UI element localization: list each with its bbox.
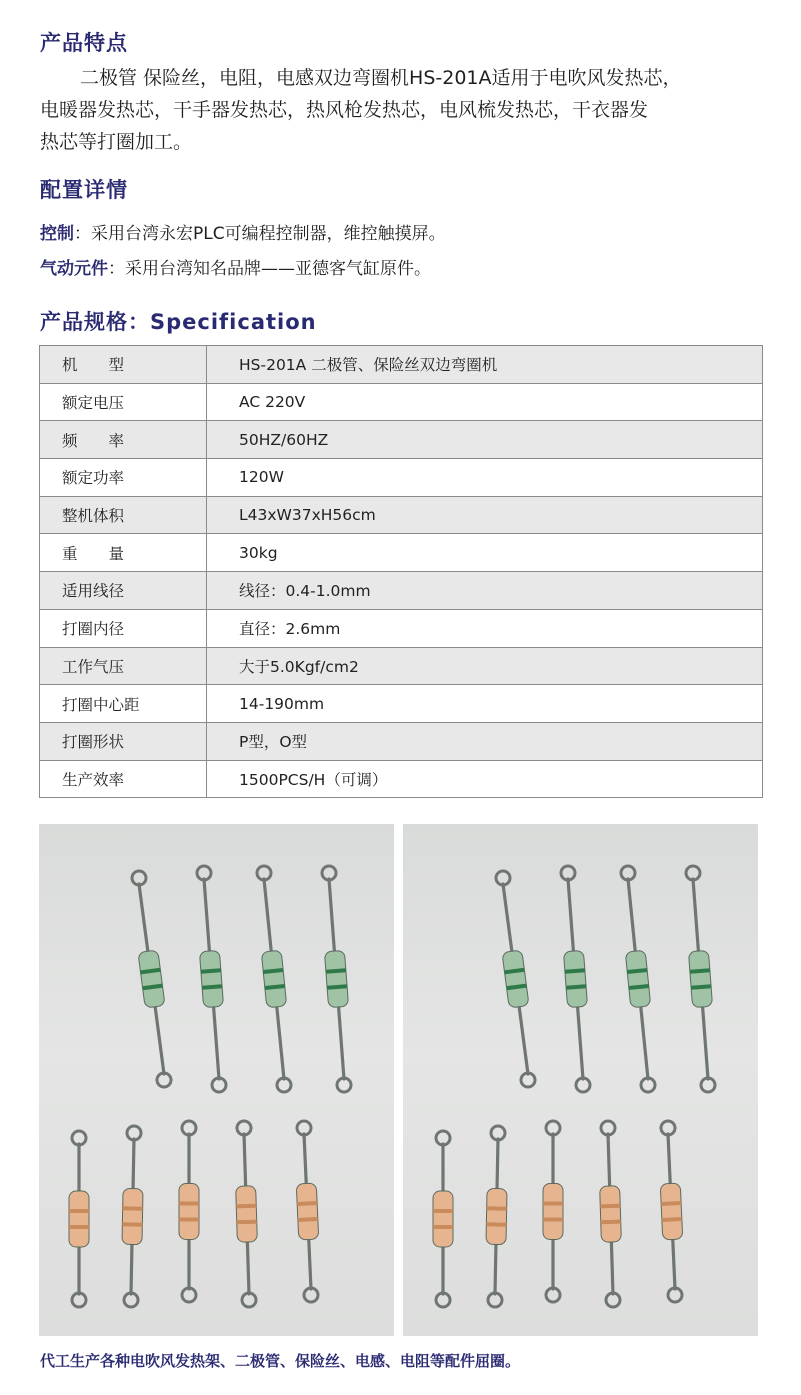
spec-value: 50HZ/60HZ (207, 421, 763, 459)
spec-value: 14-190mm (207, 685, 763, 723)
spec-row (40, 421, 763, 459)
spec-row (40, 722, 763, 760)
spec-value: P型，O型 (207, 722, 763, 760)
component (236, 1121, 258, 1307)
spec-row (40, 647, 763, 685)
spec-row (40, 346, 763, 384)
spec-key: 频 率 (40, 421, 207, 459)
component (322, 866, 351, 1092)
component (621, 866, 655, 1092)
spec-row (40, 383, 763, 421)
spec-key: 重 量 (40, 534, 207, 572)
features-heading: 产品特点 (40, 31, 128, 55)
spec-row (40, 572, 763, 610)
spec-value: 线径：0.4-1.0mm (207, 572, 763, 610)
spec-key: 生产效率 (40, 760, 207, 798)
control-label: 控制 (40, 224, 74, 244)
component-illustration-left (39, 824, 394, 1336)
spec-row (40, 685, 763, 723)
component (600, 1121, 622, 1307)
spec-value: AC 220V (207, 383, 763, 421)
spec-value: 直径：2.6mm (207, 609, 763, 647)
spec-row (40, 760, 763, 798)
product-photo-left (39, 824, 394, 1336)
spec-table (39, 345, 763, 798)
spec-row (40, 609, 763, 647)
spec-key: 额定电压 (40, 383, 207, 421)
component (296, 1121, 319, 1302)
component (197, 866, 226, 1092)
spec-key: 工作气压 (40, 647, 207, 685)
component (69, 1131, 89, 1307)
component (686, 866, 715, 1092)
spec-row (40, 496, 763, 534)
component-illustration-right (403, 824, 758, 1336)
component (561, 866, 590, 1092)
spec-key: 机 型 (40, 346, 207, 384)
spec-value: 120W (207, 459, 763, 497)
spec-key: 打圈中心距 (40, 685, 207, 723)
spec-value: 30kg (207, 534, 763, 572)
control-text: ：采用台湾永宏PLC可编程控制器，维控触摸屏。 (74, 224, 446, 244)
spec-value: 大于5.0Kgf/cm2 (207, 647, 763, 685)
features-line-1: 二极管 保险丝，电阻，电感双边弯圈机HS-201A适用于电吹风发热芯， (80, 67, 682, 89)
component (122, 1126, 143, 1307)
spec-key: 整机体积 (40, 496, 207, 534)
spec-value: 1500PCS/H（可调） (207, 760, 763, 798)
spec-key: 打圈形状 (40, 722, 207, 760)
pneumatic-text: ：采用台湾知名品牌——亚德客气缸原件。 (108, 259, 431, 279)
component (179, 1121, 199, 1302)
component (496, 871, 535, 1087)
spec-heading: 产品规格：Specification (40, 310, 317, 334)
spec-key: 适用线径 (40, 572, 207, 610)
spec-row (40, 459, 763, 497)
features-line-3: 热芯等打圈加工。 (40, 131, 193, 153)
product-photo-right (403, 824, 758, 1336)
config-control (40, 219, 446, 244)
spec-row (40, 534, 763, 572)
component (660, 1121, 683, 1302)
caption: 代工生产各种电吹风发热架、二极管、保险丝、电感、电阻等配件屈圈。 (40, 1352, 521, 1370)
component (257, 866, 291, 1092)
component (132, 871, 171, 1087)
spec-key: 额定功率 (40, 459, 207, 497)
spec-value: HS-201A 二极管、保险丝双边弯圈机 (207, 346, 763, 384)
component (486, 1126, 507, 1307)
features-text (40, 62, 770, 158)
config-heading: 配置详情 (40, 178, 128, 202)
pneumatic-label: 气动元件 (40, 259, 108, 279)
config-pneumatic (40, 254, 431, 279)
features-line-2: 电暖器发热芯，干手器发热芯，热风枪发热芯，电风梳发热芯，干衣器发 (40, 99, 649, 121)
component (433, 1131, 453, 1307)
spec-key: 打圈内径 (40, 609, 207, 647)
component (543, 1121, 563, 1302)
spec-value: L43xW37xH56cm (207, 496, 763, 534)
